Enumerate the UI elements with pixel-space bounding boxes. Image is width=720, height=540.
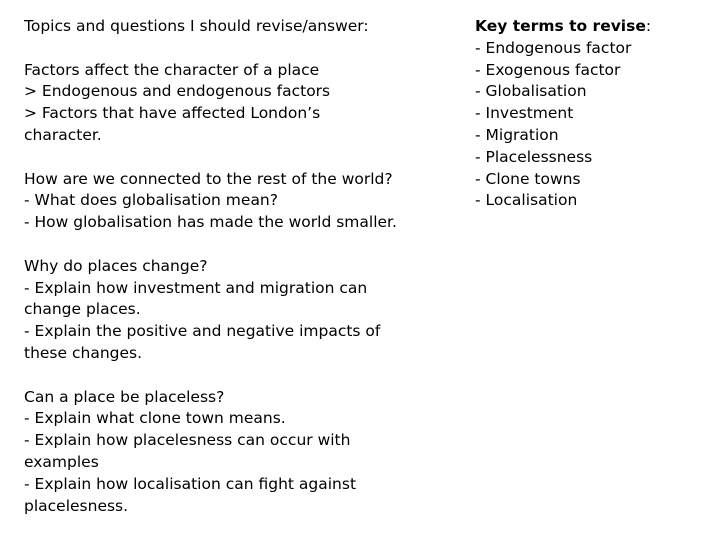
topic-line: these changes. <box>24 343 143 362</box>
section-heading-change: Why do places change? <box>24 256 208 275</box>
topic-line: - What does globalisation mean? <box>24 191 278 210</box>
key-terms-heading-colon: : <box>645 17 652 35</box>
section-heading-connections: How are we connected to the rest of the world? <box>24 169 393 188</box>
revision-topics-column <box>24 16 454 517</box>
key-terms-heading: Key terms to revise <box>475 17 646 35</box>
key-term-item: - Localisation <box>475 191 578 210</box>
key-term-item: - Investment <box>475 104 574 123</box>
topic-line: > Endogenous and endogenous factors <box>24 82 331 101</box>
spacer <box>24 38 454 60</box>
key-term-item: - Exogenous factor <box>475 60 621 79</box>
key-term-item: - Globalisation <box>475 82 587 101</box>
key-terms-column <box>475 16 710 212</box>
key-term-item: - Endogenous factor <box>475 38 632 57</box>
key-term-item: - Migration <box>475 125 559 144</box>
spacer <box>24 147 454 169</box>
spacer <box>24 234 454 256</box>
topic-line: character. <box>24 125 102 144</box>
topic-line: - Explain the positive and negative impacts of <box>24 322 381 341</box>
topic-line: > Factors that have affected London’s <box>24 104 321 123</box>
topic-line: - Explain how placelesness can occur with <box>24 431 351 450</box>
topic-line: change places. <box>24 300 141 319</box>
key-terms-heading-line <box>475 16 710 38</box>
key-term-item: - Placelessness <box>475 147 593 166</box>
topic-line: examples <box>24 452 99 471</box>
section-heading-placeless: Can a place be placeless? <box>24 387 225 406</box>
spacer <box>24 365 454 387</box>
topic-line: - Explain how localisation can fight against <box>24 474 357 493</box>
intro-text: Topics and questions I should revise/answer: <box>24 17 369 35</box>
topic-line: placelesness. <box>24 496 129 515</box>
topic-line: - How globalisation has made the world smaller. <box>24 213 397 232</box>
topic-line: - Explain how investment and migration can <box>24 278 368 297</box>
section-heading-character: Factors affect the character of a place <box>24 60 320 79</box>
topic-line: - Explain what clone town means. <box>24 409 286 428</box>
key-term-item: - Clone towns <box>475 169 581 188</box>
